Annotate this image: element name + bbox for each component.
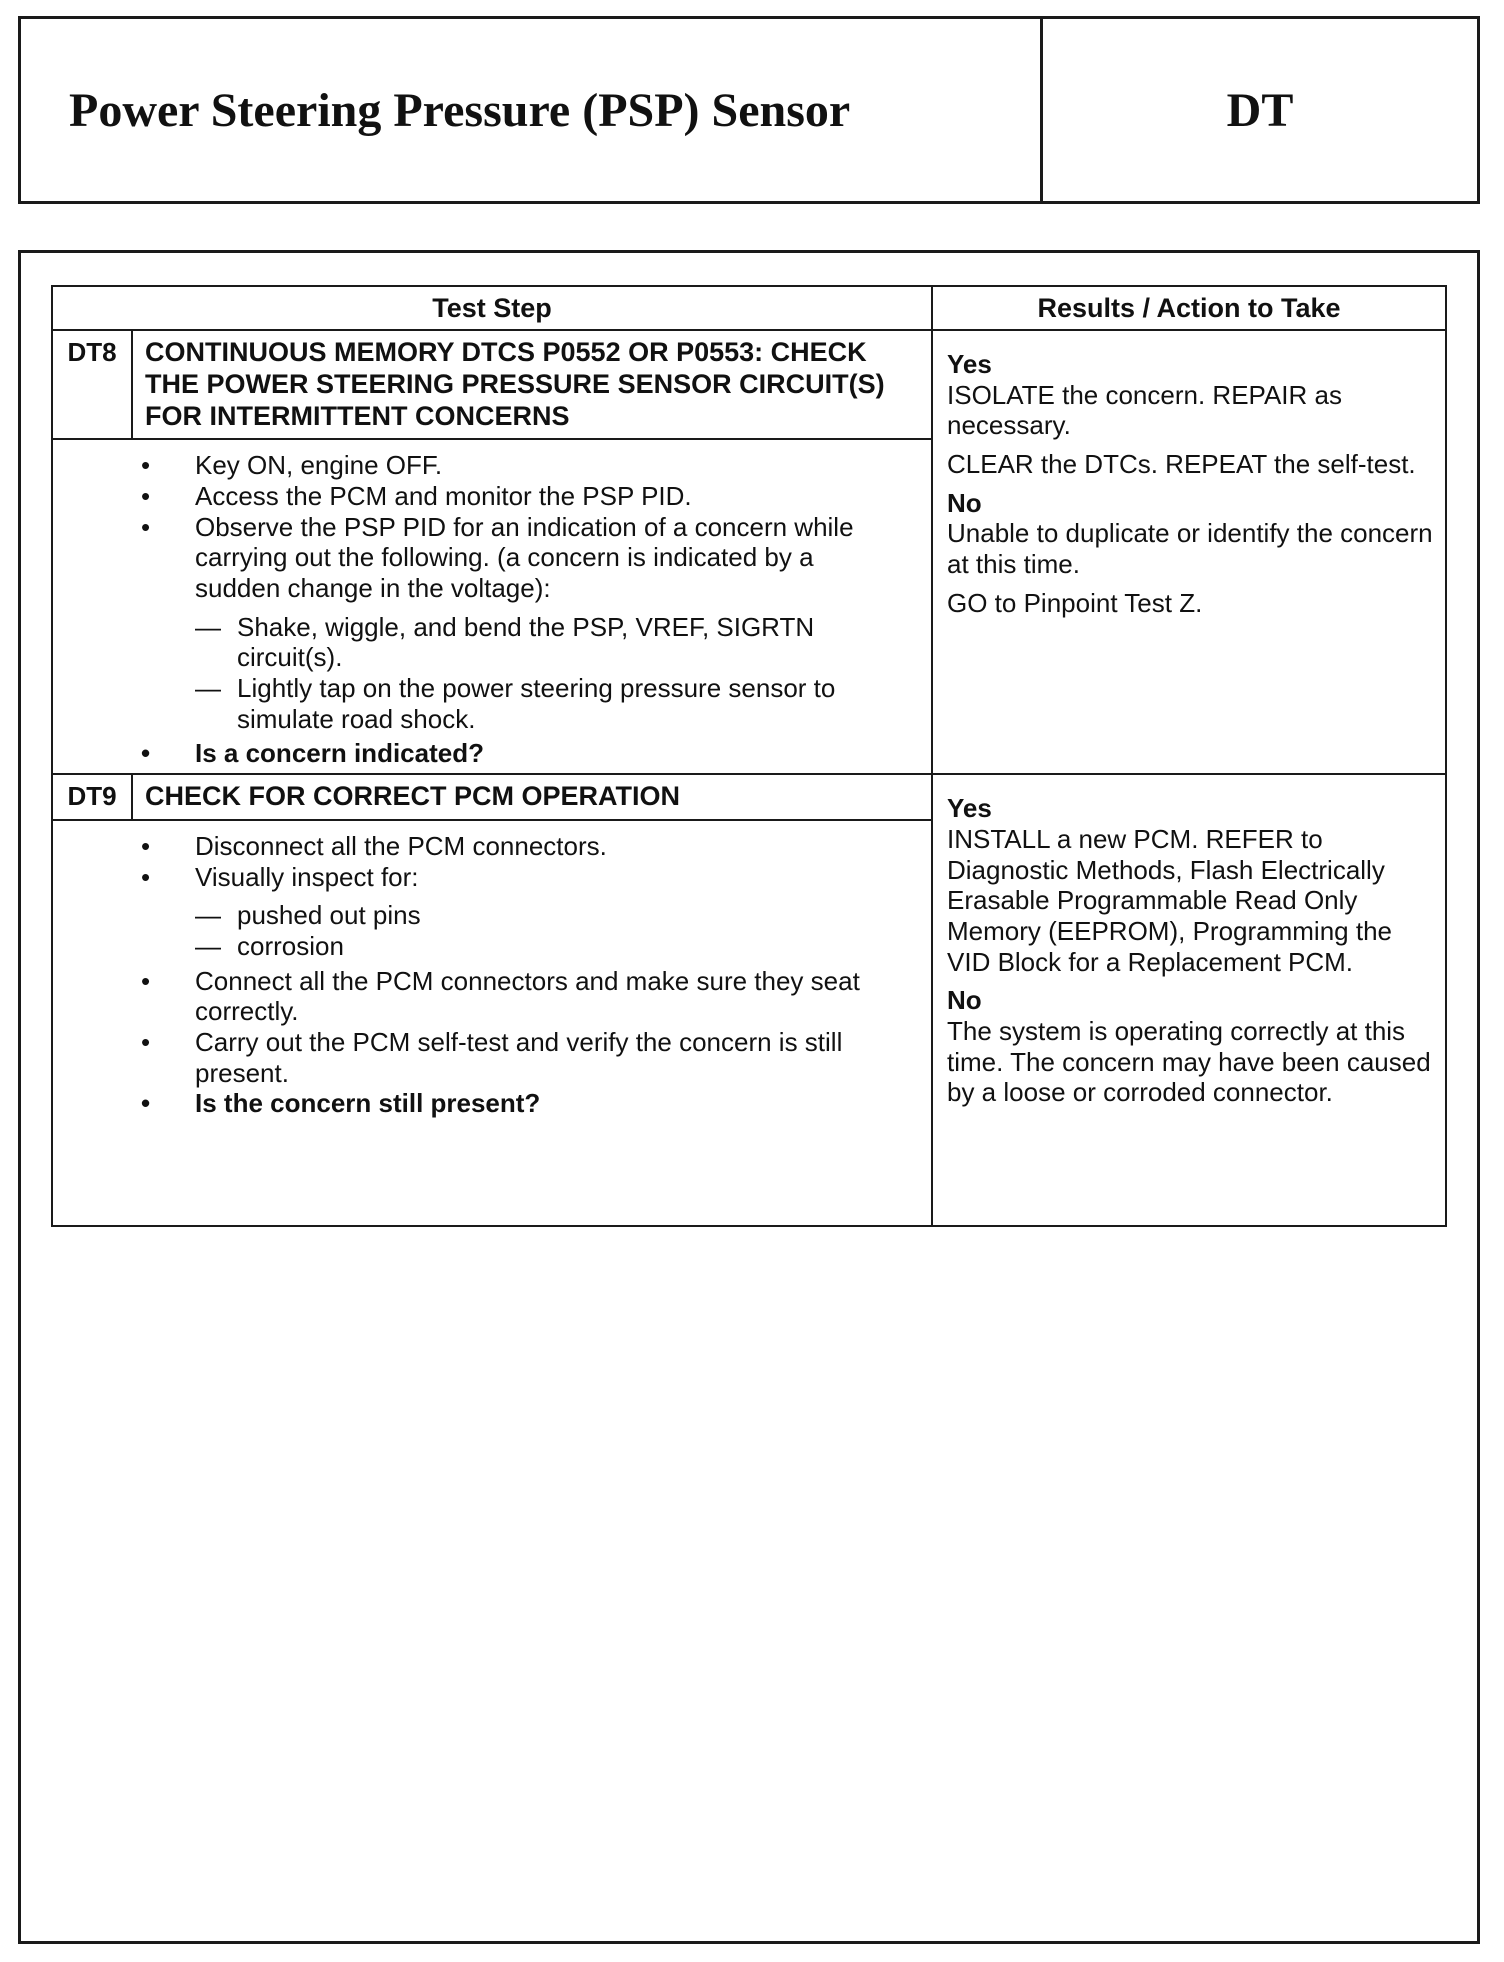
step-id-dt8: DT8	[52, 330, 132, 440]
step-title-dt9: CHECK FOR CORRECT PCM OPERATION	[132, 774, 932, 820]
result-yes-action: INSTALL a new PCM. REFER to Diagnostic Methods, Flash Electrically Erasable Programmable Read Only Memory (EEPROM), Programming the VID Block for a Replacement PCM.	[947, 823, 1392, 977]
list-item: • Disconnect all the PCM connectors.	[141, 831, 901, 862]
result-no-label: No	[947, 985, 982, 1016]
list-item	[141, 862, 901, 962]
page-title: Power Steering Pressure (PSP) Sensor	[21, 19, 1043, 201]
sub-list-item: — Shake, wiggle, and bend the PSP, VREF, SIGRTN circuit(s).	[195, 612, 901, 673]
step-title-dt8: CONTINUOUS MEMORY DTCS P0552 OR P0553: CHECK THE POWER STEERING PRESSURE SENSOR CIRCUIT(S) FOR INTERMITTENT CONCERNS	[132, 330, 932, 440]
step-body-dt8	[52, 439, 932, 774]
result-yes-action: ISOLATE the concern. REPAIR as necessary.	[947, 379, 1342, 441]
step-question: • Is the concern still present?	[141, 1088, 901, 1119]
section-code: DT	[1226, 83, 1294, 137]
list-item-text: Visually inspect for:	[195, 861, 419, 892]
result-yes-action: CLEAR the DTCs. REPEAT the self-test.	[947, 448, 1416, 479]
sub-list-item: — pushed out pins	[195, 900, 901, 931]
result-no-action: GO to Pinpoint Test Z.	[947, 587, 1203, 618]
result-yes-label: Yes	[947, 348, 992, 379]
column-header-results: Results / Action to Take	[932, 286, 1446, 330]
page-header	[18, 16, 1480, 204]
results-dt8	[932, 330, 1446, 774]
step-question: • Is a concern indicated?	[141, 738, 901, 769]
step-id-dt9: DT9	[52, 774, 132, 820]
result-yes-label: Yes	[947, 793, 992, 824]
table-row	[52, 330, 1446, 440]
list-item	[141, 512, 901, 735]
list-item: • Key ON, engine OFF.	[141, 450, 901, 481]
diagnostic-table	[51, 285, 1447, 1227]
list-item: • Connect all the PCM connectors and make sure they seat correctly.	[141, 966, 901, 1027]
result-no-label: No	[947, 487, 982, 518]
results-dt9	[932, 774, 1446, 1226]
list-item: • Carry out the PCM self-test and verify the concern is still present.	[141, 1027, 901, 1088]
step-body-dt9	[52, 820, 932, 1226]
sub-list-item: — Lightly tap on the power steering pressure sensor to simulate road shock.	[195, 673, 901, 734]
list-item-text: Observe the PSP PID for an indication of a concern while carrying out the following. (a concern is indicated by a sudden change in the voltage):	[195, 511, 854, 604]
result-no-action: The system is operating correctly at this time. The concern may have been caused by a loose or corroded connector.	[947, 1015, 1431, 1108]
table-row	[52, 774, 1446, 820]
table-header-row	[52, 286, 1446, 330]
sub-list-item: — corrosion	[195, 931, 901, 962]
column-header-test-step: Test Step	[52, 286, 932, 330]
sub-list	[195, 900, 901, 961]
sub-list	[195, 612, 901, 735]
result-no-action: Unable to duplicate or identify the concern at this time.	[947, 518, 1433, 579]
step-list	[141, 831, 901, 1119]
list-item: • Access the PCM and monitor the PSP PID.	[141, 481, 901, 512]
step-list	[141, 450, 901, 769]
